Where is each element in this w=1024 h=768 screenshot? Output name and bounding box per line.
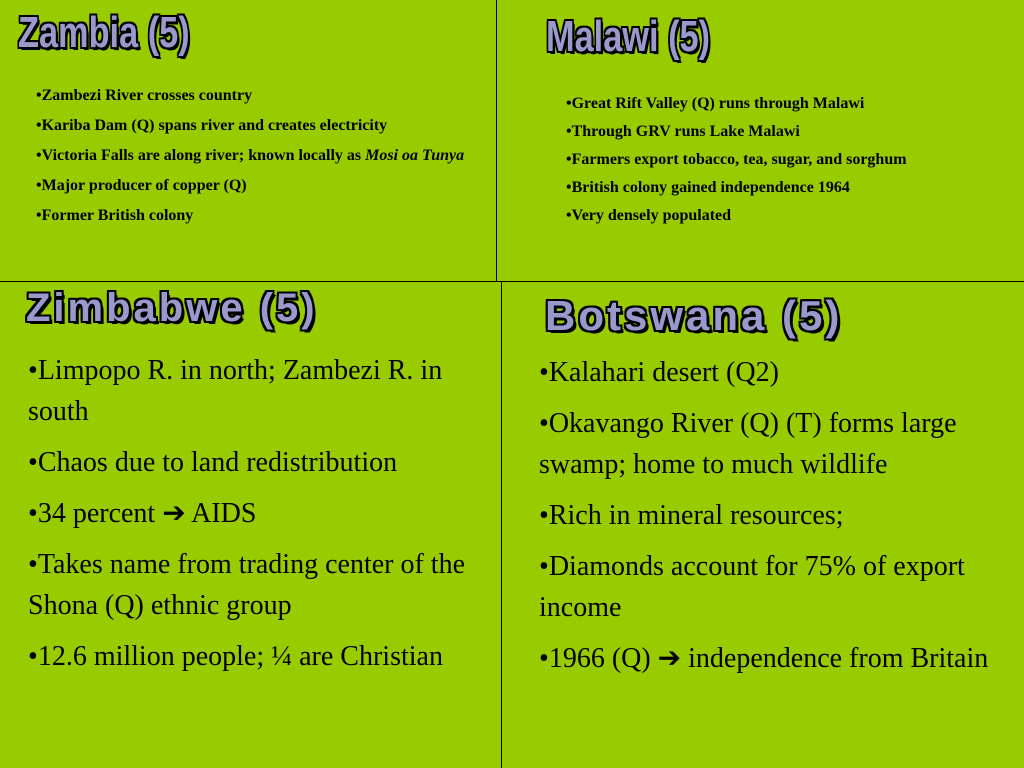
list-item: •Kalahari desert (Q2) <box>539 357 779 388</box>
list-item: •Great Rift Valley (Q) runs through Malawi <box>566 95 865 112</box>
bullet-marker: • <box>28 447 38 478</box>
list-item: •Chaos due to land redistribution <box>28 447 398 478</box>
list-item: •Takes name from trading center of the Shona (Q) ethnic group <box>28 549 466 621</box>
bullet-marker: • <box>28 641 38 672</box>
list-item: •Farmers export tobacco, tea, sugar, and sorghum <box>566 151 907 168</box>
bullet-marker: • <box>566 151 572 168</box>
bullet-marker: • <box>36 117 42 134</box>
list-item: •Kariba Dam (Q) spans river and creates electricity <box>36 117 388 134</box>
emphasis-text: Mosi oa Tunya <box>365 147 465 164</box>
zimbabwe-list <box>28 350 488 687</box>
list-item: •Through GRV runs Lake Malawi <box>566 123 800 140</box>
bullet-marker: • <box>566 179 572 196</box>
bullet-marker: • <box>36 147 42 164</box>
list-item: •Zambezi River crosses country <box>36 87 253 104</box>
bullet-marker: • <box>36 87 42 104</box>
bullet-marker: • <box>539 643 549 674</box>
zimbabwe-title: Zimbabwe (5) <box>26 286 318 330</box>
zambia-list <box>36 84 476 234</box>
bullet-marker: • <box>566 207 572 224</box>
list-item: •British colony gained independence 1964 <box>566 179 850 196</box>
list-item: •Major producer of copper (Q) <box>36 177 247 194</box>
bullet-marker: • <box>539 408 549 439</box>
list-item: •Limpopo R. in north; Zambezi R. in south <box>28 355 443 427</box>
list-item: •12.6 million people; ¼ are Christian <box>28 641 443 672</box>
zambia-title: Zambia (5) <box>18 8 190 57</box>
list-item: •Okavango River (Q) (T) forms large swamp; home to much wildlife <box>539 408 957 480</box>
bullet-marker: • <box>566 95 572 112</box>
vertical-divider-bottom <box>501 282 502 768</box>
bullet-marker: • <box>28 498 38 529</box>
bullet-marker: • <box>36 207 42 224</box>
malawi-list <box>566 92 1006 232</box>
horizontal-divider <box>0 281 1024 282</box>
bullet-marker: • <box>28 355 38 386</box>
list-item: •1966 (Q) ➔ independence from Britain <box>539 643 989 674</box>
malawi-title: Malawi (5) <box>546 12 711 61</box>
botswana-title: Botswana (5) <box>545 292 843 339</box>
bullet-marker: • <box>539 551 549 582</box>
list-item: •Very densely populated <box>566 207 732 224</box>
bullet-marker: • <box>566 123 572 140</box>
list-item: •Rich in mineral resources; <box>539 500 844 531</box>
bullet-marker: • <box>36 177 42 194</box>
botswana-list <box>539 352 1009 689</box>
list-item: •34 percent ➔ AIDS <box>28 498 257 529</box>
bullet-marker: • <box>539 500 549 531</box>
bullet-marker: • <box>539 357 549 388</box>
list-item: •Victoria Falls are along river; known locally as Mosi oa Tunya <box>36 147 465 164</box>
list-item: •Diamonds account for 75% of export income <box>539 551 965 623</box>
bullet-marker: • <box>28 549 38 580</box>
vertical-divider-top <box>496 0 497 282</box>
list-item: •Former British colony <box>36 207 194 224</box>
